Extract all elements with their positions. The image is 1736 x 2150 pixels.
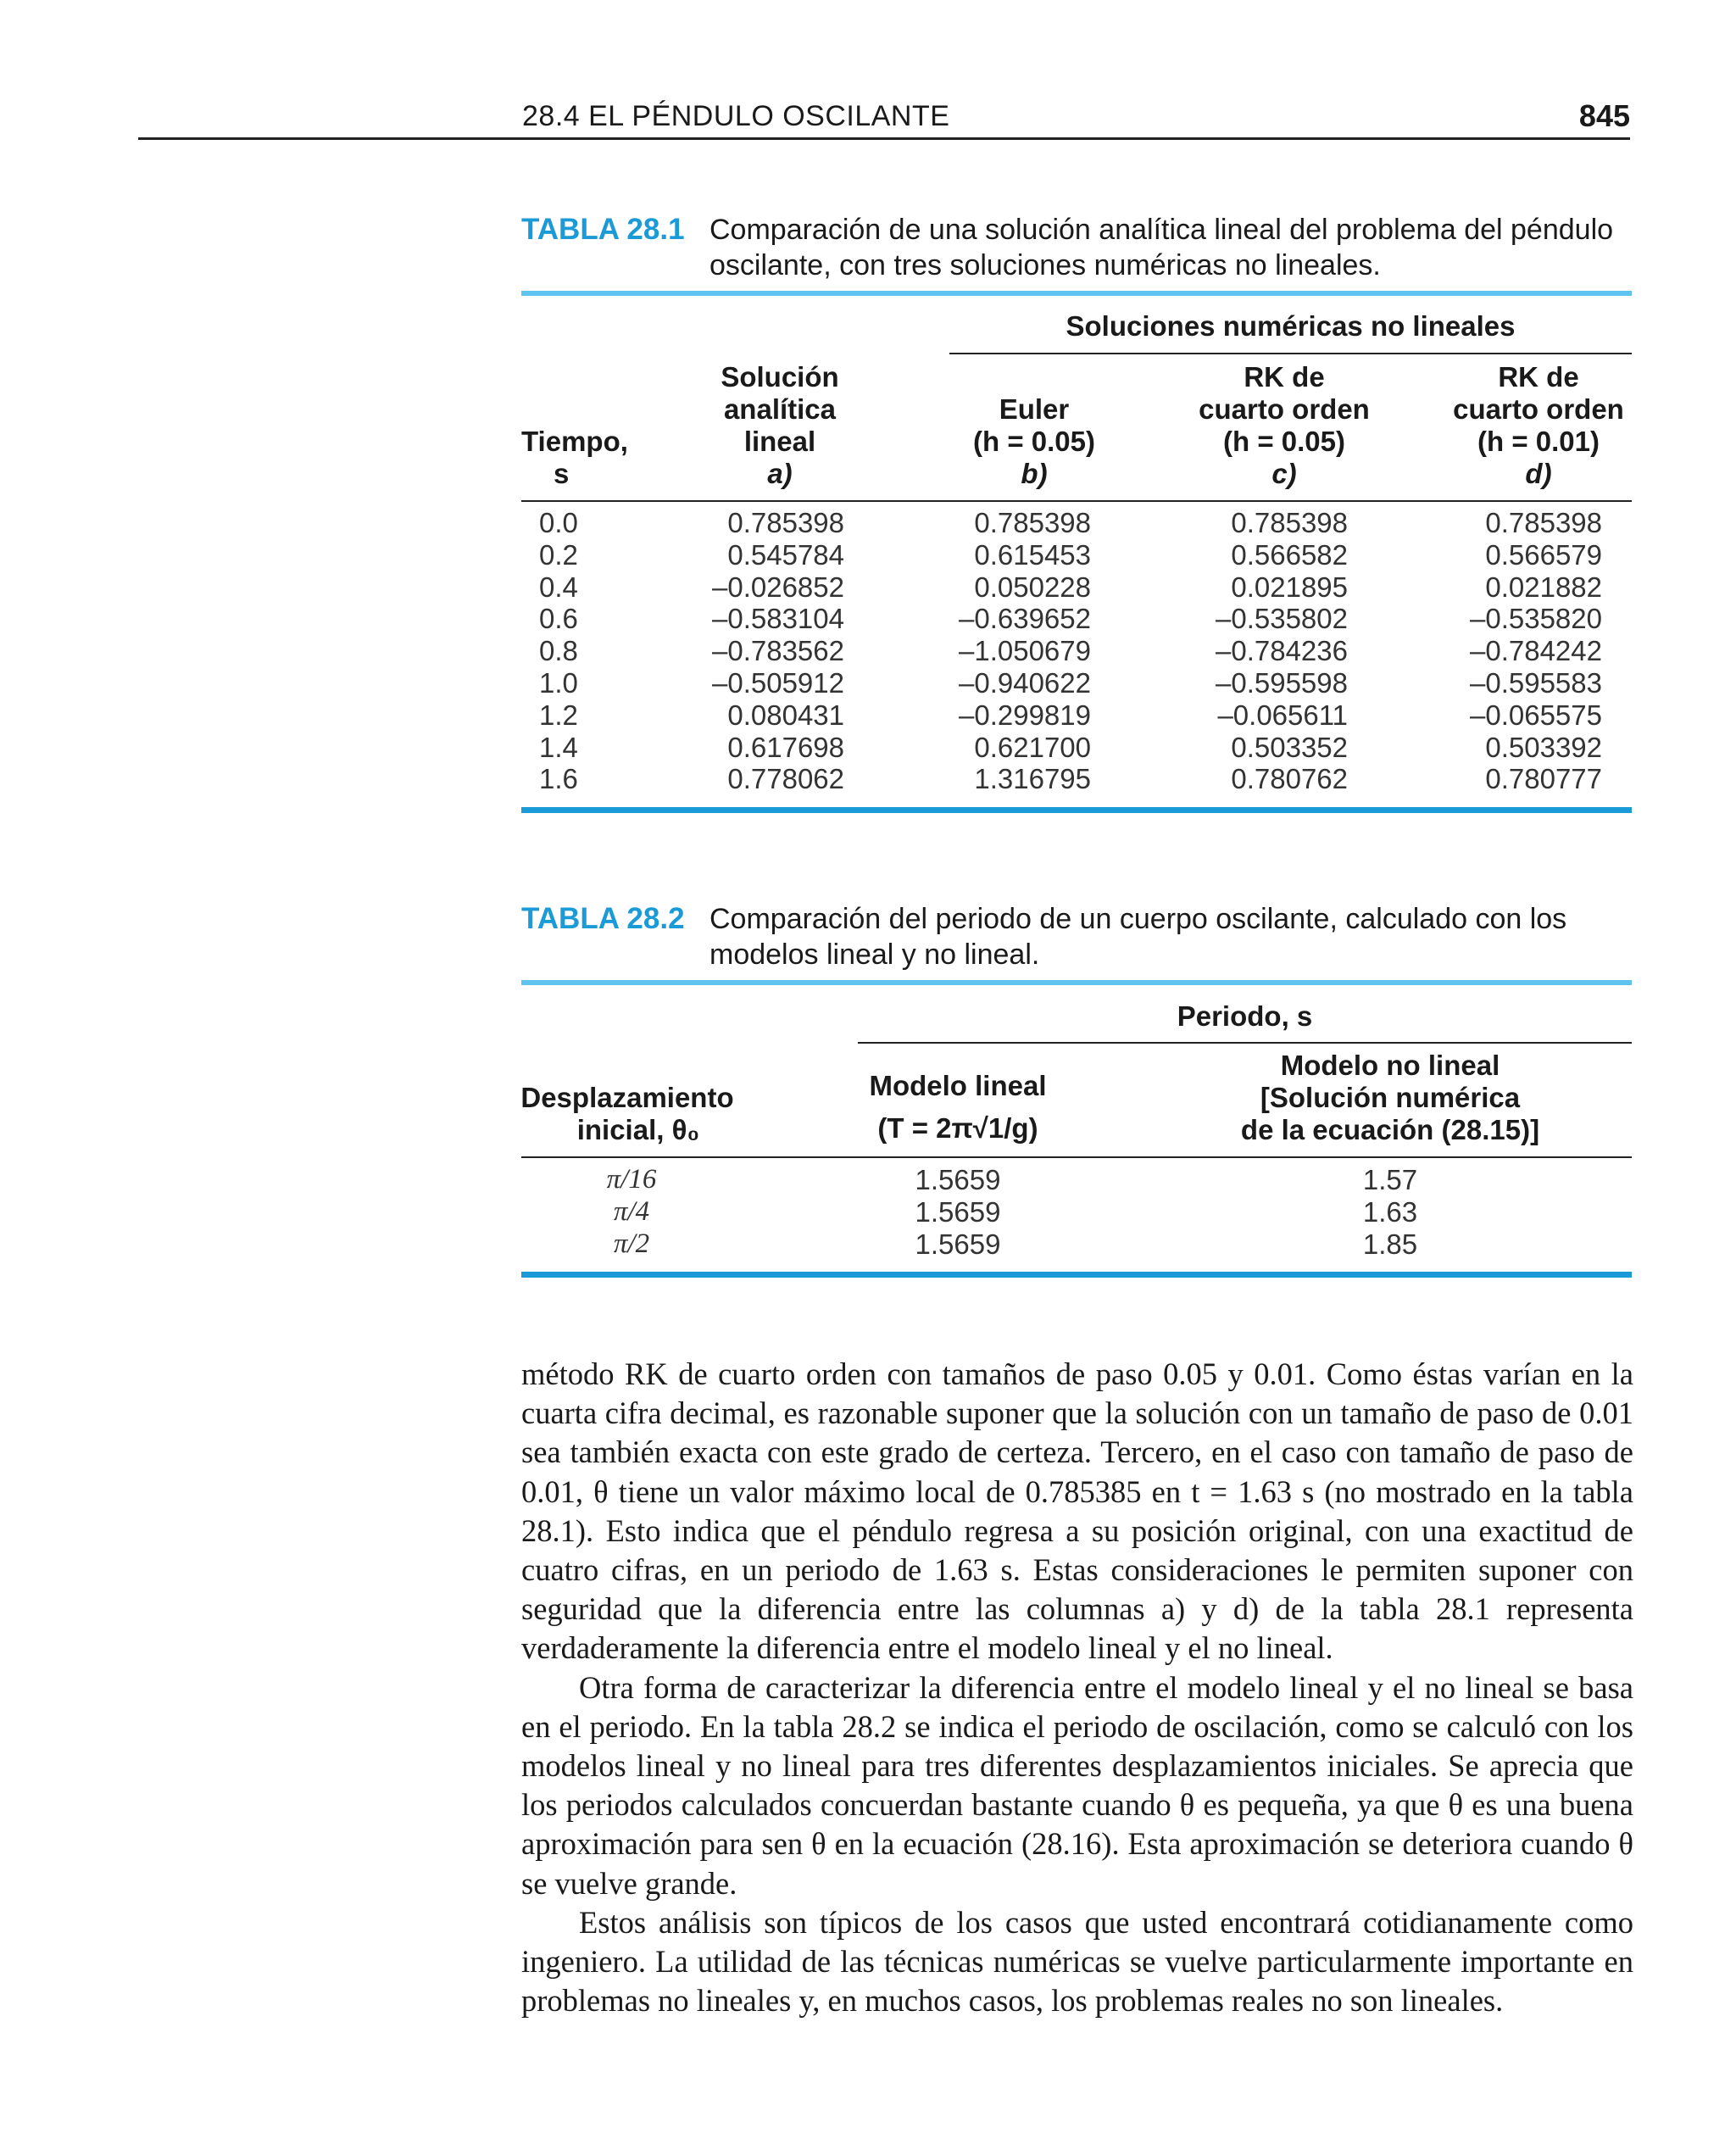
header-line: (T = 2π√1/g): [877, 1112, 1038, 1144]
header-line: a): [767, 458, 793, 489]
table1-header-rk-h001: [1433, 361, 1644, 490]
table2-group-header: Periodo, s: [1177, 1000, 1313, 1032]
header-line: RK de: [1244, 361, 1325, 393]
header-line: (h = 0.05): [973, 426, 1095, 457]
header-line: d): [1525, 458, 1552, 489]
header-line: (h = 0.01): [1477, 426, 1600, 457]
table2-header-nonlinear: [1204, 1050, 1577, 1146]
table2-caption-line2: modelos lineal y no lineal.: [709, 939, 1040, 971]
header-line: Modelo lineal: [869, 1070, 1047, 1101]
header-line: cuarto orden: [1199, 393, 1370, 425]
header-line: RK de: [1498, 361, 1579, 393]
table1-group-rule: [949, 353, 1632, 354]
paragraph: método RK de cuarto orden con tamaños de paso 0.05 y 0.01. Como éstas varían en la cuarta cifra decimal, es razonable suponer que la solución con un tamaño de paso de 0.01 sea también exacta con este grado de certeza. Tercero, en el caso con tamaño de paso de 0.01, θ tiene un valor máximo local de 0.785385 en t = 1.63 s (no mostrado en la tabla 28.1). Esto indica que el péndulo regresa a su posición original, con una exactitud de cuatro cifras, en un periodo de 1.63 s. Estas consideraciones le permiten suponer con seguridad que la diferencia entre las columnas a) y d) de la tabla 28.1 representa verdaderamente la diferencia entre el modelo lineal y el no lineal.: [521, 1356, 1633, 1666]
header-line: b): [1021, 458, 1048, 489]
header-line: analítica: [723, 393, 837, 425]
table1-caption: [521, 212, 1632, 288]
table1-header-analytic: [687, 361, 873, 490]
table1-caption-line1: Comparación de una solución analítica lineal del problema del péndulo: [709, 214, 1614, 246]
table2-caption: [521, 901, 1632, 978]
header-line: lineal: [743, 426, 816, 457]
table1-caption-text: [709, 212, 1633, 283]
header-line: de la ecuación (28.15)]: [1240, 1114, 1540, 1145]
header-line: Desplazamiento: [520, 1082, 734, 1113]
table2-group-rule: [858, 1042, 1632, 1044]
table1-header-euler: [941, 393, 1127, 490]
table1-col-euler: 0.785398 0.615453 0.050228 –0.639652 –1.050679 –0.940622 –0.299819 0.621700 1.316795: [959, 507, 1091, 795]
table2-caption-line1: Comparación del periodo de un cuerpo oscilante, calculado con los: [709, 903, 1567, 935]
header-line: s: [554, 458, 570, 489]
table1-header-rk-h005: [1178, 361, 1390, 490]
table1-col-rk-h005: 0.785398 0.566582 0.021895 –0.535802 –0.784236 –0.595598 –0.065611 0.503352 0.780762: [1216, 507, 1348, 795]
table2-header-rule: [521, 1156, 1632, 1158]
header-line: [Solución numérica: [1260, 1082, 1521, 1113]
table1-label: TABLA 28.1: [521, 213, 685, 246]
table2-col-nonlinear: 1.57 1.63 1.85: [1362, 1164, 1418, 1260]
table1-bottom-rule: [521, 807, 1632, 813]
table2-label: TABLA 28.2: [521, 902, 685, 935]
header-line: cuarto orden: [1453, 393, 1624, 425]
table1-col-analytic: 0.785398 0.545784 –0.026852 –0.583104 –0.783562 –0.505912 0.080431 0.617698 0.778062: [712, 507, 844, 795]
table1-top-rule: [521, 291, 1632, 296]
paragraph: Otra forma de caracterizar la diferencia entre el modelo lineal y el no lineal se basa en el periodo. En la tabla 28.2 se indica el periodo de oscilación, como se calculó con los modelos lineal y no lineal para tres diferentes desplazamientos iniciales. Se aprecia que los periodos calculados concuerdan bastante cuando θ es pequeña, ya que θ es una buena aproximación para sen θ en la ecuación (28.16). Esta aproximación se deteriora cuando θ se vuelve grande.: [521, 1669, 1633, 1901]
header-line: c): [1271, 458, 1297, 489]
running-head: [138, 95, 1630, 140]
header-line: Solución: [721, 361, 839, 393]
table2-header-linear: [839, 1070, 1077, 1145]
table1-caption-line2: oscilante, con tres soluciones numéricas no lineales.: [709, 249, 1381, 281]
section-title: 28.4 EL PÉNDULO OSCILANTE: [522, 100, 950, 132]
page-number: 845: [1578, 98, 1630, 133]
table1-col-rk-h001: 0.785398 0.566579 0.021882 –0.535820 –0.784242 –0.595583 –0.065575 0.503392 0.780777: [1470, 507, 1602, 795]
table1-col-time: 0.0 0.2 0.4 0.6 0.8 1.0 1.2 1.4 1.6: [539, 507, 578, 795]
table1-header-time: [521, 426, 648, 490]
header-line: Modelo no lineal: [1280, 1050, 1500, 1081]
table2-caption-text: [709, 901, 1633, 972]
header-line: inicial, θ₀: [576, 1114, 700, 1145]
table2-col-linear: 1.5659 1.5659 1.5659: [915, 1164, 1001, 1260]
paragraph: Estos análisis son típicos de los casos que usted encontrará cotidianamente como ingeniero. La utilidad de las técnicas numéricas se vuelve particularmente importante en problemas no lineales y, en muchos casos, los problemas reales no son lineales.: [521, 1904, 1633, 2019]
table2-top-rule: [521, 980, 1632, 985]
table1-group-header: Soluciones numéricas no lineales: [1066, 310, 1516, 342]
header-line: Euler: [999, 393, 1070, 425]
body-text: [521, 1355, 1633, 2020]
table2-col-displacement: π/16 π/4 π/2: [606, 1164, 657, 1259]
header-line: (h = 0.05): [1223, 426, 1345, 457]
table1-header-rule: [521, 500, 1632, 502]
header-line: Tiempo,: [521, 426, 628, 457]
table2-header-displacement: [509, 1082, 746, 1146]
table2-bottom-rule: [521, 1272, 1632, 1278]
